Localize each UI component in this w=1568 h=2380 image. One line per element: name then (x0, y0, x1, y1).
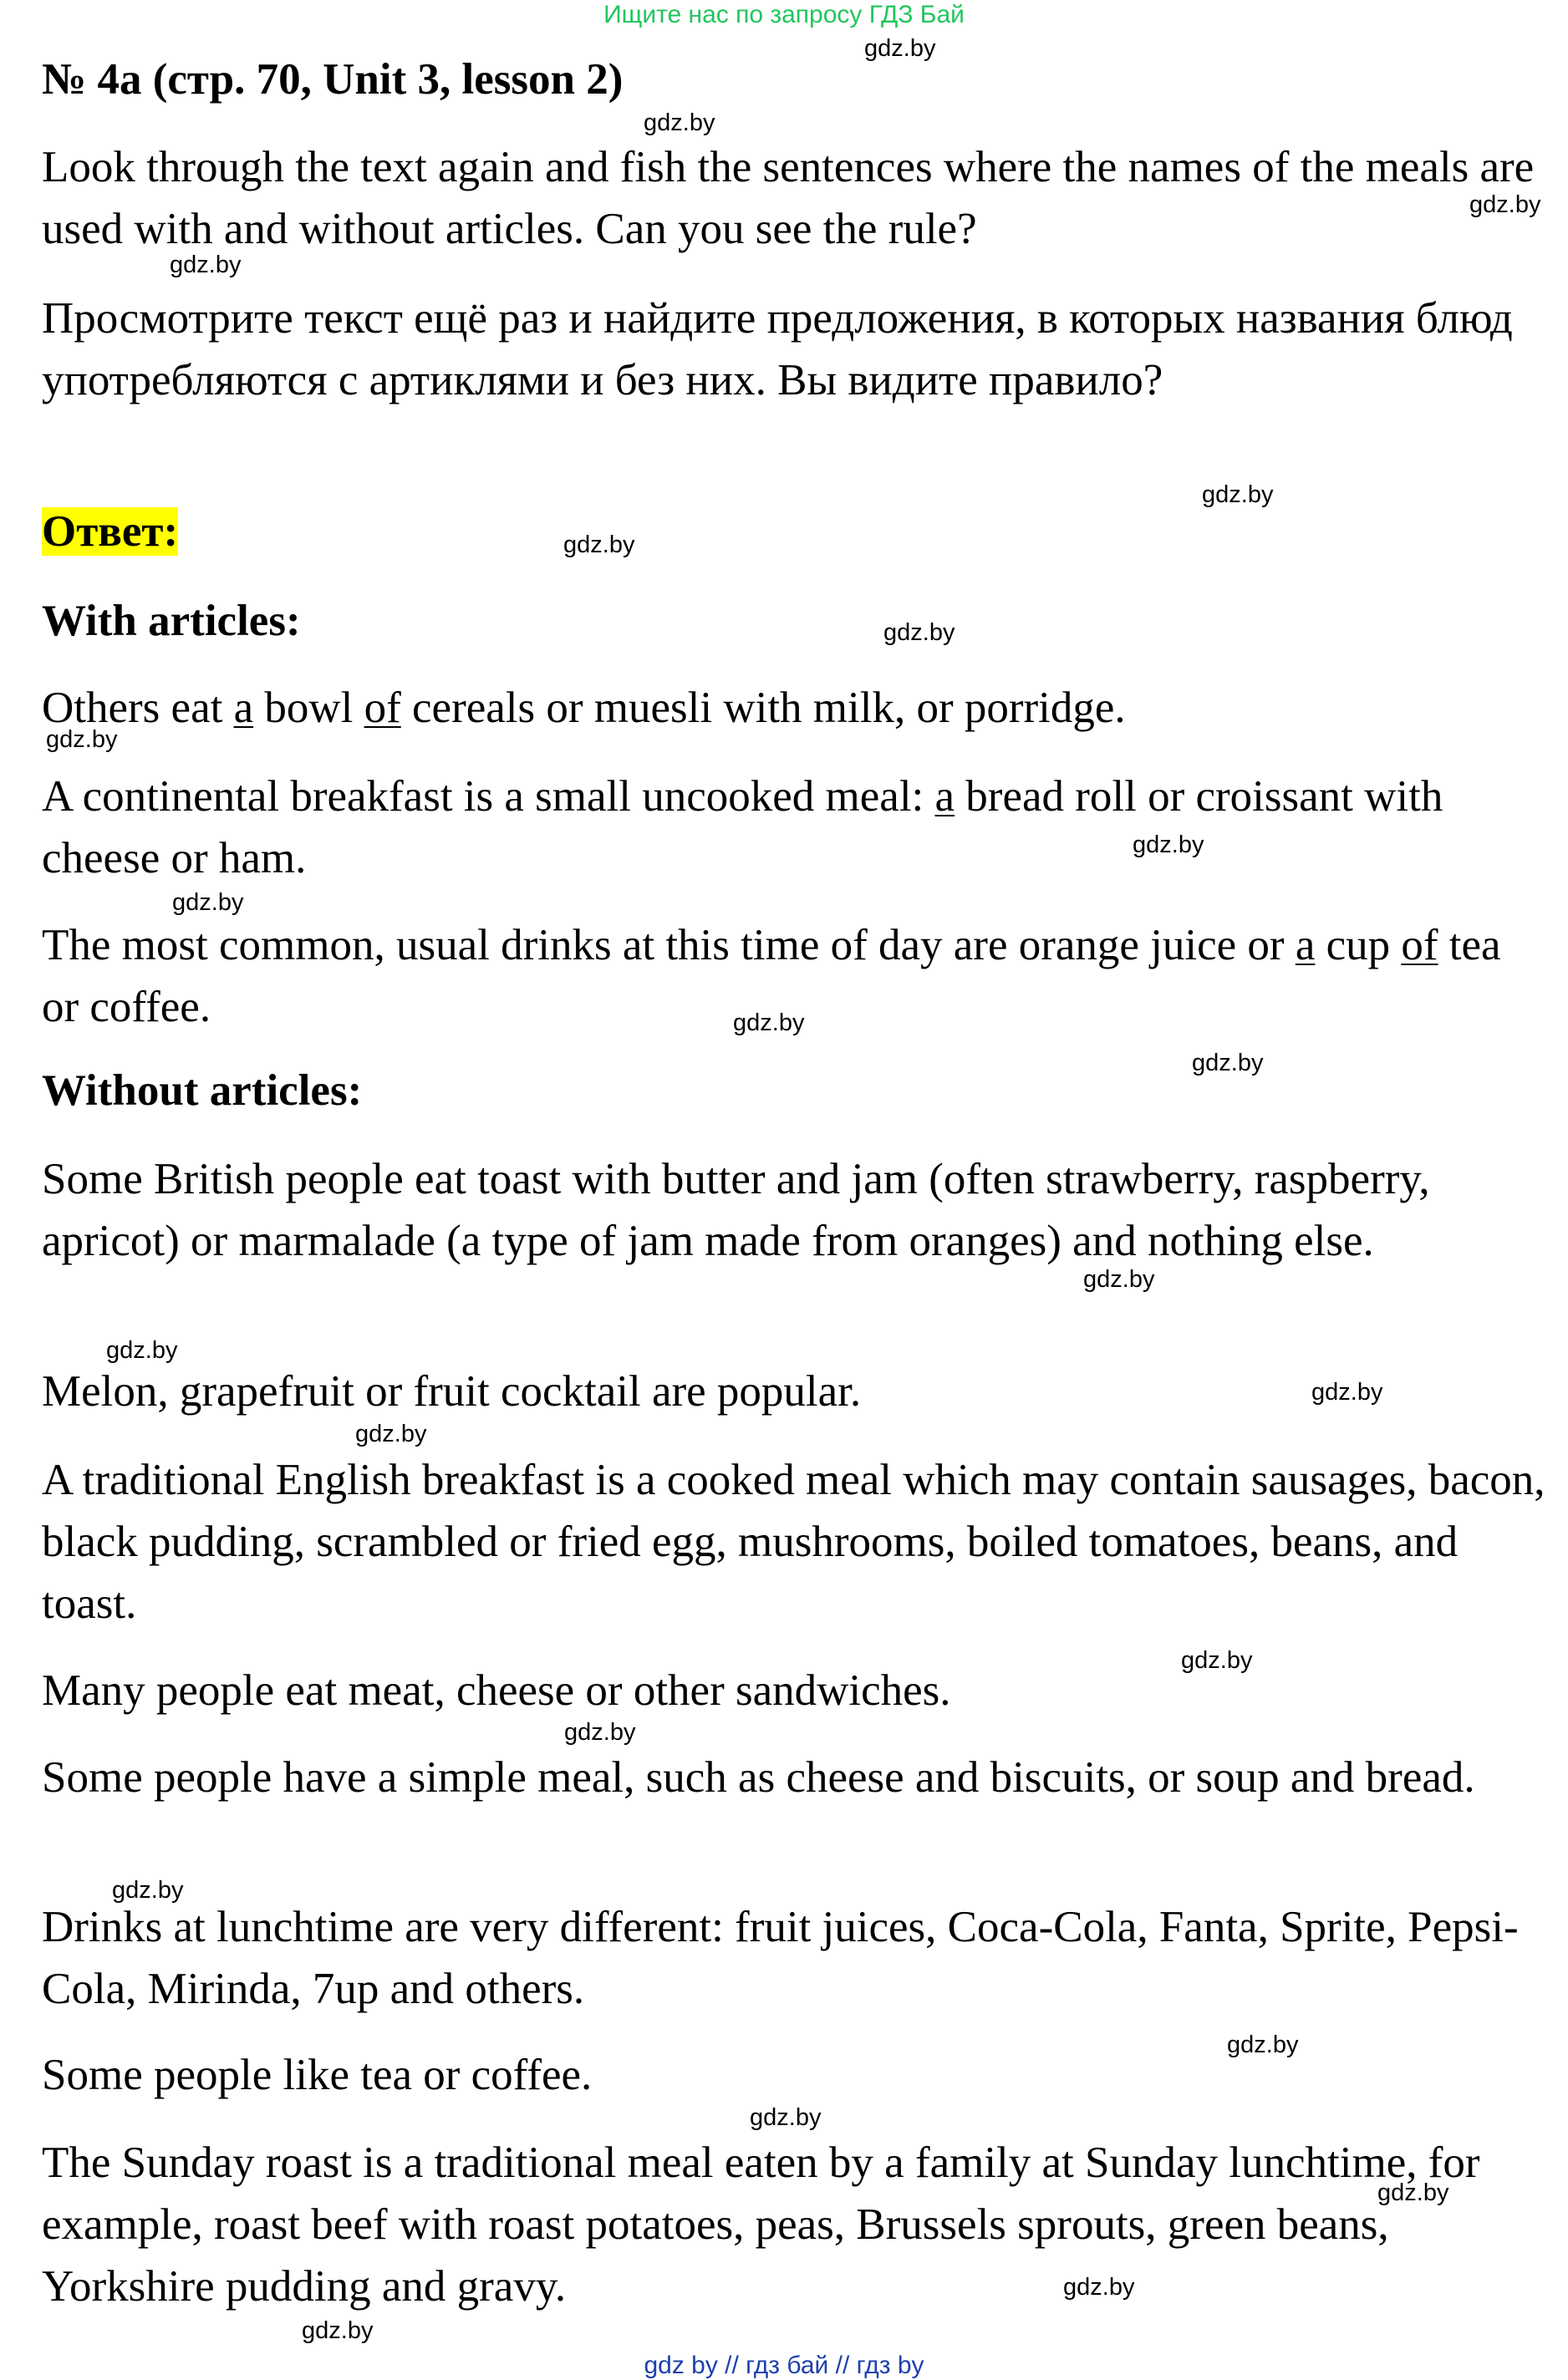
watermark-label: gdz.by (733, 1009, 805, 1036)
without-articles-sentence: Drinks at lunchtime are very different: fruit juices, Coca-Cola, Fanta, Sprite, Pepsi-Cola, Mirinda, 7up and others. (42, 1903, 1519, 2013)
watermark-label: gdz.by (1133, 831, 1204, 858)
watermark-label: gdz.by (1469, 191, 1541, 218)
without-articles-sentence: Melon, grapefruit or fruit cocktail are popular. (42, 1367, 862, 1416)
watermark-label: gdz.by (1083, 1266, 1155, 1293)
without-articles-sentence: A traditional English breakfast is a cooked meal which may contain sausages, bacon, black pudding, scrambled or fried egg, mushrooms, boiled tomatoes, beans, and toast. (42, 1456, 1545, 1628)
watermark-label: gdz.by (1377, 2179, 1449, 2206)
without-articles-sentence: Many people eat meat, cheese or other sandwiches. (42, 1666, 951, 1715)
watermark-label: gdz.by (1202, 481, 1274, 508)
watermark-label: gdz.by (864, 35, 936, 62)
answer-label-line (42, 501, 1546, 562)
watermark-label: gdz.by (1192, 1050, 1264, 1076)
watermark-label: gdz.by (883, 619, 955, 646)
instruction-english: Look through the text again and fish the sentences where the names of the meals are used with and without articles. Can you see the rule? (42, 143, 1535, 253)
task-title: № 4а (стр. 70, Unit 3, lesson 2) (42, 55, 624, 104)
watermark-label: gdz.by (1063, 2274, 1135, 2301)
watermark-label: gdz.by (355, 1421, 427, 1447)
without-articles-sentence: The Sunday roast is a traditional meal eaten by a family at Sunday lunchtime, for example, roast beef with roast potatoes, peas, Brussels sprouts, green beans, Yorkshire pudding and gravy. (42, 2138, 1480, 2311)
watermark-label: gdz.by (172, 889, 244, 916)
without-articles-sentence: Some people like tea or coffee. (42, 2051, 593, 2099)
footer-links: gdz by // гдз бай // гдз by (644, 2352, 924, 2379)
without-articles-heading: Without articles: (42, 1066, 363, 1115)
watermark-label: gdz.by (750, 2104, 822, 2131)
with-articles-heading: With articles: (42, 597, 301, 645)
watermark-label: gdz.by (1311, 1379, 1383, 1406)
with-articles-sentence-1: Others eat a bowl of cereals or muesli with milk, or porridge. (42, 684, 1126, 732)
without-articles-sentence: Some people have a simple meal, such as cheese and biscuits, or soup and bread. (42, 1753, 1475, 1802)
watermark-label: gdz.by (112, 1877, 184, 1904)
watermark-label: gdz.by (563, 531, 635, 558)
watermark-label: gdz.by (106, 1337, 178, 1364)
watermark-label: gdz.by (644, 109, 715, 136)
watermark-label: gdz.by (46, 726, 118, 753)
with-articles-sentence-3: The most common, usual drinks at this time of day are orange juice or a cup of tea or coffee. (42, 921, 1501, 1031)
watermark-label: gdz.by (1181, 1647, 1253, 1674)
watermark-label: gdz.by (564, 1719, 636, 1746)
answer-label: Ответ: (42, 507, 179, 556)
watermark-label: gdz.by (170, 252, 242, 278)
without-articles-sentence: Some British people eat toast with butter and jam (often strawberry, raspberry, apricot) or marmalade (a type of jam made from oranges) and nothing else. (42, 1155, 1430, 1265)
watermark-label: gdz.by (1227, 2032, 1299, 2058)
with-articles-sentence-2: A continental breakfast is a small uncooked meal: a bread roll or croissant with cheese or ham. (42, 772, 1443, 882)
watermark-label: gdz.by (302, 2317, 374, 2344)
instruction-russian: Просмотрите текст ещё раз и найдите предложения, в которых названия блюд употребляются с артиклями и без них. Вы видите правило? (42, 294, 1513, 404)
top-banner: Ищите нас по запросу ГДЗ Бай (603, 1, 965, 28)
